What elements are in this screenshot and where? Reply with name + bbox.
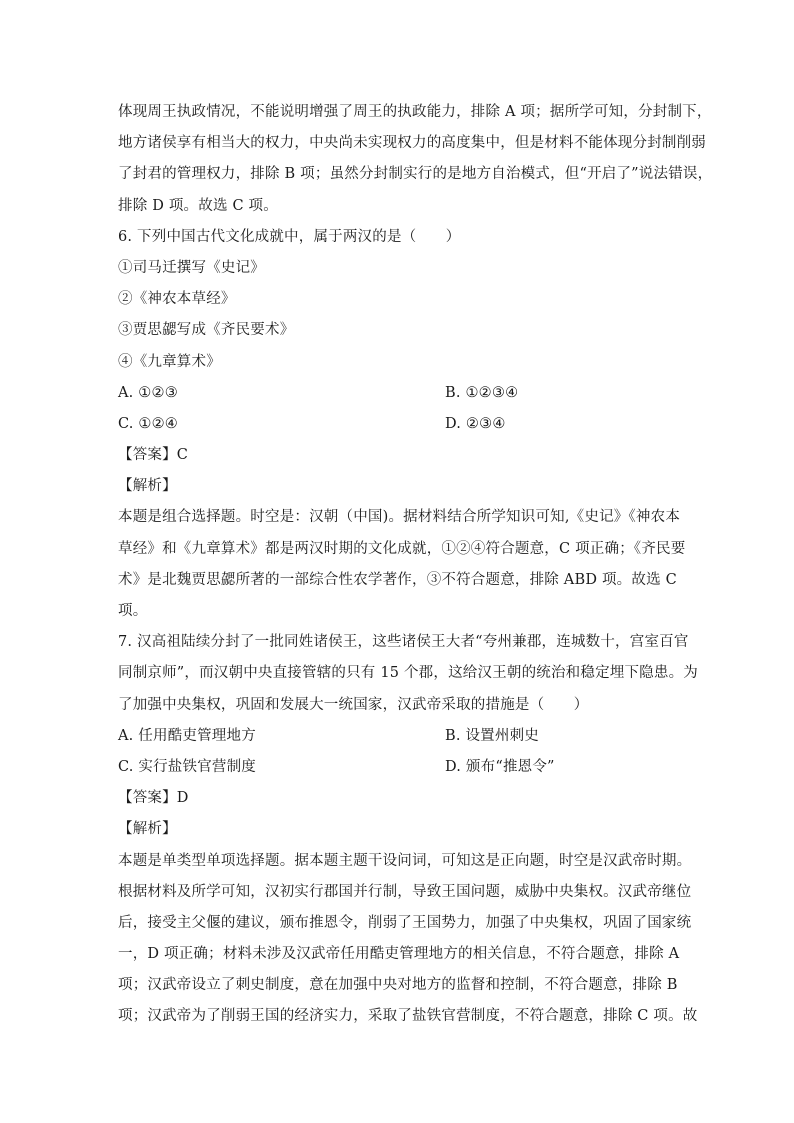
question-7-analysis-line: 一，D 项正确；材料未涉及汉武帝任用酷吏管理地方的相关信息，不符合题意，排除 A xyxy=(118,946,680,963)
question-6-options-row xyxy=(118,409,678,440)
question-7-stem: 7. 汉高祖陆续分封了一批同姓诸侯王，这些诸侯王大者“夸州兼郡，连城数十，宫室百官 xyxy=(118,634,689,651)
option-c: C. ①②④ xyxy=(118,415,178,432)
intro-line: 排除 D 项。故选 C 项。 xyxy=(118,197,278,214)
question-6-analysis-line: 项。 xyxy=(118,603,148,619)
option-d: D. 颁布“推恩令” xyxy=(445,758,555,775)
question-6-item: ②《神农本草经》 xyxy=(118,291,236,308)
question-7-stem: 了加强中央集权，巩固和发展大一统国家，汉武帝采取的措施是（ ） xyxy=(118,696,589,713)
question-6-analysis-line: 术》是北魏贾思勰所著的一部综合性农学著作，③不符合题意，排除 ABD 项。故选 C xyxy=(118,571,677,588)
option-b: B. 设置州刺史 xyxy=(445,727,539,744)
question-7-analysis-line: 项；汉武帝设立了刺史制度，意在加强中央对地方的监督和控制，不符合题意，排除 B xyxy=(118,977,678,994)
question-7-answer: 【答案】D xyxy=(118,790,189,807)
question-6-answer: 【答案】C xyxy=(118,447,189,464)
intro-line: 了封君的管理权力，排除 B 项；虽然分封制实行的是地方自治模式，但“开启了”说法错误， xyxy=(118,166,713,183)
question-7-analysis-line: 本题是单类型单项选择题。据本题主题干设问词，可知这是正向题，时空是汉武帝时期。 xyxy=(118,852,692,869)
option-b: B. ①②③④ xyxy=(445,384,519,401)
question-7-analysis-title: 【解析】 xyxy=(118,821,177,838)
question-7-options-row xyxy=(118,752,678,783)
question-6-item: ④《九章算术》 xyxy=(118,353,221,370)
option-d: D. ②③④ xyxy=(445,415,506,432)
question-7-analysis-line: 根据材料及所学可知，汉初实行郡国并行制，导致王国问题，威胁中央集权。汉武帝继位 xyxy=(118,883,692,900)
question-6-item: ①司马迁撰写《史记》 xyxy=(118,259,265,276)
question-7-analysis-line: 后，接受主父偃的建议，颁布推恩令，削弱了王国势力，加强了中央集权，巩固了国家统 xyxy=(118,914,692,931)
option-a: A. 任用酷吏管理地方 xyxy=(118,727,256,744)
question-6-item: ③贾思勰写成《齐民要术》 xyxy=(118,322,295,339)
intro-line: 地方诸侯享有相当大的权力，中央尚未实现权力的高度集中，但是材料不能体现分封制削弱 xyxy=(118,135,706,152)
question-6-options-row xyxy=(118,378,678,409)
question-6-stem: 6. 下列中国古代文化成就中，属于两汉的是（ ） xyxy=(118,228,461,245)
option-c: C. 实行盐铁官营制度 xyxy=(118,758,256,775)
question-6-analysis-line: 本题是组合选择题。时空是：汉朝（中国)。据材料结合所学知识可知,《史记》《神农本 xyxy=(118,509,681,526)
question-7-stem: 同制京师”，而汉朝中央直接管辖的只有 15 个郡，这给汉王朝的统治和稳定埋下隐患。为 xyxy=(118,665,698,682)
question-6-analysis-title: 【解析】 xyxy=(118,478,177,495)
question-6-analysis-line: 草经》和《九章算术》都是两汉时期的文化成就，①②④符合题意，C 项正确；《齐民要 xyxy=(118,540,686,557)
question-7-options-row xyxy=(118,721,678,752)
intro-line: 体现周王执政情况，不能说明增强了周王的执政能力，排除 A 项；据所学可知，分封制下， xyxy=(118,104,712,120)
option-a: A. ①②③ xyxy=(118,384,178,401)
document-page xyxy=(118,97,713,1033)
question-7-analysis-line: 项；汉武帝为了削弱王国的经济实力，采取了盐铁官营制度，不符合题意，排除 C 项。故 xyxy=(118,1008,698,1025)
